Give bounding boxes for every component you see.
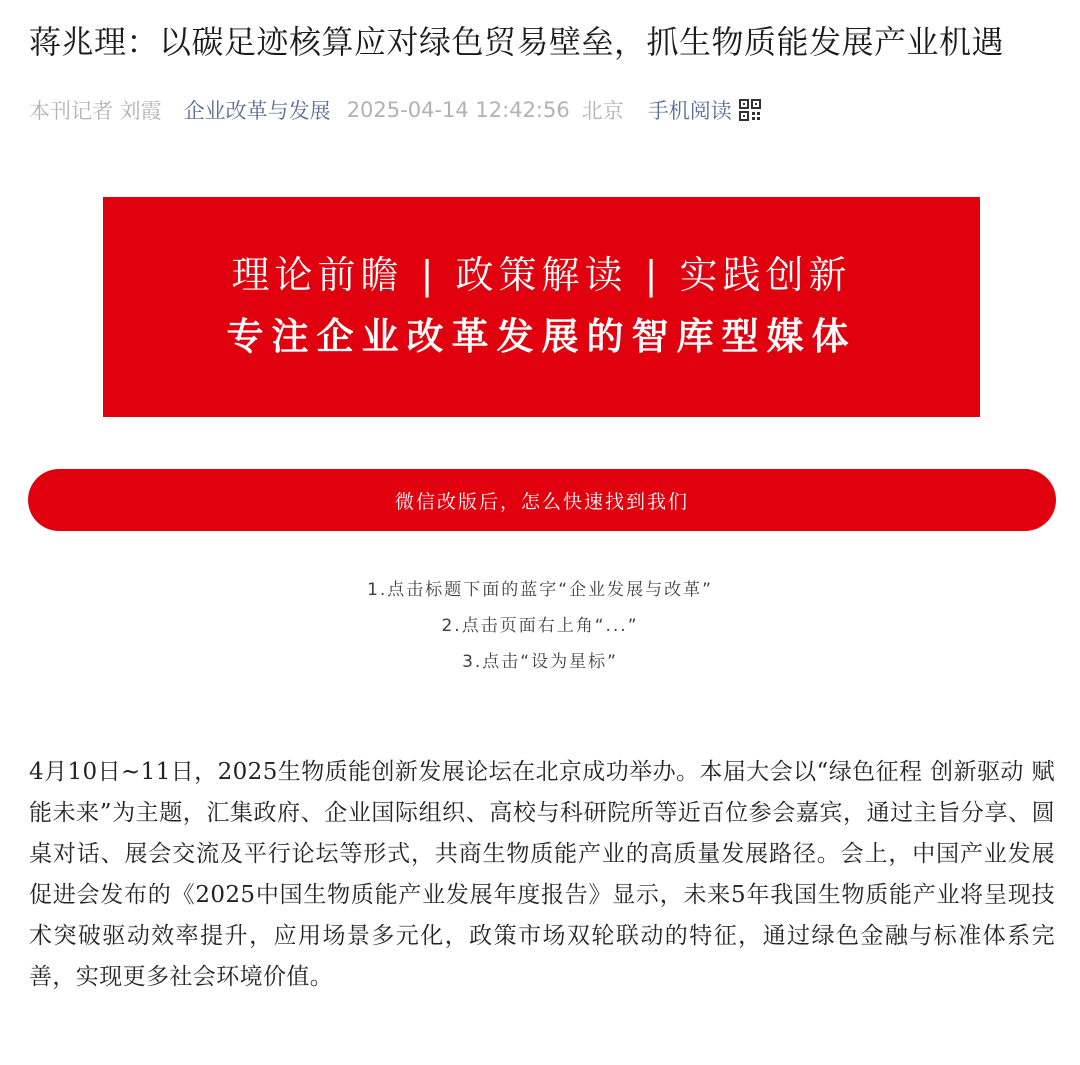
source-account-link[interactable]: 企业改革与发展 bbox=[183, 99, 331, 123]
author-name: 本刊记者 刘霞 bbox=[29, 99, 162, 123]
banner-tagline: 专注企业改革发展的智库型媒体 bbox=[226, 315, 857, 358]
article-meta bbox=[29, 92, 761, 128]
instruction-step: 1.点击标题下面的蓝字“企业发展与改革” bbox=[367, 580, 713, 600]
instruction-step: 2.点击页面右上角“...” bbox=[441, 616, 639, 636]
instruction-step: 3.点击“设为星标” bbox=[462, 652, 618, 672]
promo-banner bbox=[103, 197, 980, 417]
article-paragraph: 4月10日~11日，2025生物质能创新发展论坛在北京成功举办。本届大会以“绿色征程 创新驱动 赋能未来”为主题，汇集政府、企业国际组织、高校与科研院所等近百位参会嘉宾，通过主旨分享、圆桌对话、展会交流及平行论坛等形式，共商生物质能产业的高质量发展路径。会上，中国产业发展促进会发布的《2025中国生物质能产业发展年度报告》显示，未来5年我国生物质能产业将呈现技术突破驱动效率提升，应用场景多元化，政策市场双轮联动的特征，通过绿色金融与标准体系完善，实现更多社会环境价值。 bbox=[29, 759, 1055, 990]
publish-time: 2025-04-14 12:42:56 bbox=[346, 98, 570, 122]
find-us-button[interactable]: 微信改版后，怎么快速找到我们 bbox=[28, 469, 1056, 531]
mobile-read-link[interactable]: 手机阅读 bbox=[647, 99, 732, 123]
qrcode-icon[interactable] bbox=[739, 99, 761, 121]
star-instructions bbox=[0, 572, 1080, 680]
banner-slogan: 理论前瞻 | 政策解读 | 实践创新 bbox=[231, 253, 852, 297]
article-title: 蒋兆理：以碳足迹核算应对绿色贸易壁垒，抓生物质能发展产业机遇 bbox=[29, 23, 1005, 61]
publish-location: 北京 bbox=[581, 99, 624, 123]
